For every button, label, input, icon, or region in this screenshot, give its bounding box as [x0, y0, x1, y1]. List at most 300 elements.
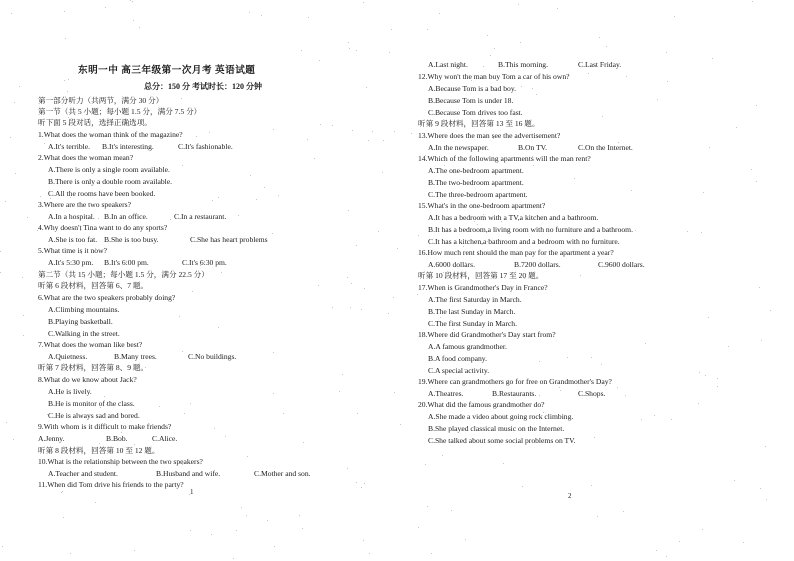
- scan-speck: [543, 412, 544, 413]
- scan-speck: [273, 129, 274, 130]
- scan-speck: [27, 217, 28, 218]
- scan-speck: [453, 329, 454, 330]
- scan-speck: [214, 428, 215, 429]
- scan-speck: [601, 364, 602, 365]
- question-text: 14.Which of the following apartments will the man rent?: [418, 154, 591, 163]
- page-number: 2: [568, 492, 572, 500]
- scan-speck: [98, 218, 99, 219]
- scan-speck: [192, 291, 193, 292]
- scan-speck: [760, 488, 761, 489]
- answer-option: B.A food company.: [428, 354, 487, 363]
- scan-speck: [483, 214, 484, 215]
- answer-option: A.It's 5:30 pm.: [48, 258, 94, 267]
- scan-speck: [765, 446, 766, 447]
- scan-speck: [104, 396, 105, 397]
- scan-speck: [712, 58, 713, 59]
- scan-speck: [439, 13, 440, 14]
- scan-speck: [218, 197, 219, 198]
- scan-speck: [261, 15, 262, 16]
- question-text: 19.Where can grandmothers go for free on Grandmother's Day?: [418, 377, 612, 386]
- answer-option: C.Walking in the street.: [48, 329, 120, 338]
- answer-option: A.The first Saturday in March.: [428, 295, 522, 304]
- scan-speck: [625, 395, 626, 396]
- scan-speck: [250, 175, 251, 176]
- answer-option: B.Playing basketball.: [48, 317, 113, 326]
- answer-option: A.There is only a single room available.: [48, 165, 170, 174]
- scan-speck: [557, 8, 558, 9]
- scan-speck: [218, 327, 219, 328]
- scan-speck: [617, 387, 618, 388]
- answer-option: A.In the newspaper.: [428, 143, 489, 152]
- scan-speck: [702, 529, 703, 530]
- question-text: 6.What are the two speakers probably doing?: [38, 293, 176, 302]
- scan-speck: [591, 357, 592, 358]
- answer-option: A.She made a video about going rock climbing.: [428, 412, 574, 421]
- answer-option: B.Restaurants.: [492, 389, 537, 398]
- scan-speck: [2, 546, 3, 547]
- scan-speck: [493, 138, 494, 139]
- answer-option: A.The one-bedroom apartment.: [428, 166, 524, 175]
- scan-speck: [602, 116, 603, 117]
- answer-option: C.No buildings.: [188, 352, 237, 361]
- scan-speck: [15, 173, 16, 174]
- scan-speck: [522, 486, 523, 487]
- scan-speck: [427, 29, 428, 30]
- scan-speck: [61, 492, 62, 493]
- answer-option: B.In an office.: [104, 212, 148, 221]
- scan-speck: [212, 200, 213, 201]
- scan-speck: [190, 403, 191, 404]
- answer-option: B.The last Sunday in March.: [428, 307, 516, 316]
- scan-speck: [477, 224, 478, 225]
- scan-speck: [631, 190, 632, 191]
- scan-speck: [283, 413, 284, 414]
- scan-speck: [494, 48, 495, 49]
- scan-speck: [594, 437, 595, 438]
- scan-speck: [351, 283, 352, 284]
- scan-speck: [132, 1, 133, 2]
- scan-speck: [559, 387, 560, 388]
- scan-speck: [597, 516, 598, 517]
- scan-speck: [411, 133, 412, 134]
- scan-speck: [679, 541, 680, 542]
- answer-option: B.It has a bedroom,a living room with no furniture and a bathroom.: [428, 225, 633, 234]
- scan-speck: [267, 520, 268, 521]
- scan-speck: [121, 432, 122, 433]
- scan-speck: [645, 343, 646, 344]
- scan-speck: [709, 147, 710, 148]
- page-number: 1: [190, 488, 194, 496]
- scan-speck: [574, 178, 575, 179]
- scan-speck: [761, 340, 762, 341]
- scan-speck: [134, 550, 135, 551]
- scan-speck: [184, 413, 185, 414]
- scan-speck: [318, 285, 319, 286]
- scan-speck: [348, 42, 349, 43]
- scan-speck: [139, 27, 140, 28]
- scan-speck: [417, 294, 418, 295]
- answer-option: B.She is too busy.: [104, 235, 159, 244]
- scan-speck: [246, 515, 247, 516]
- answer-option: B.The two-bedroom apartment.: [428, 178, 524, 187]
- scan-speck: [451, 510, 452, 511]
- answer-option: C.It's 6:30 pm.: [182, 258, 227, 267]
- question-text: 20.What did the famous grandmother do?: [418, 400, 545, 409]
- scan-speck: [72, 250, 73, 251]
- answer-option: A.Last night.: [428, 60, 468, 69]
- scan-speck: [13, 439, 14, 440]
- scan-speck: [134, 444, 135, 445]
- scan-speck: [425, 155, 426, 156]
- scan-speck: [70, 197, 71, 198]
- question-text: 2.What does the woman mean?: [38, 153, 134, 162]
- scan-speck: [349, 48, 350, 49]
- scan-speck: [418, 235, 419, 236]
- scan-speck: [332, 125, 333, 126]
- scan-speck: [567, 357, 568, 358]
- scan-speck: [635, 230, 636, 231]
- scan-speck: [756, 181, 757, 182]
- scan-speck: [418, 527, 419, 528]
- scan-speck: [474, 221, 475, 222]
- scan-speck: [364, 288, 365, 289]
- scan-speck: [158, 294, 159, 295]
- scan-speck: [105, 7, 106, 8]
- answer-option: C.Last Friday.: [578, 60, 622, 69]
- answer-option: A.He is lively.: [48, 387, 92, 396]
- scan-speck: [618, 142, 619, 143]
- scan-speck: [698, 403, 699, 404]
- question-text: 17.When is Grandmother's Day in France?: [418, 283, 548, 292]
- scan-speck: [339, 391, 340, 392]
- scan-speck: [272, 233, 273, 234]
- scan-speck: [364, 483, 365, 484]
- section-instruction: 听第 9 段材料，回答第 13 至 16 题。: [418, 119, 540, 128]
- scan-speck: [182, 464, 183, 465]
- scan-speck: [388, 313, 389, 314]
- scan-speck: [751, 169, 752, 170]
- scan-speck: [303, 442, 304, 443]
- scan-speck: [363, 540, 364, 541]
- scan-speck: [532, 88, 533, 89]
- scan-speck: [319, 60, 320, 61]
- scan-speck: [332, 307, 333, 308]
- scan-speck: [181, 98, 182, 99]
- scan-speck: [466, 229, 467, 230]
- scan-speck: [116, 183, 117, 184]
- scan-speck: [70, 553, 71, 554]
- scan-speck: [179, 316, 180, 317]
- answer-option: C.In a restaurant.: [174, 212, 227, 221]
- scan-speck: [471, 80, 472, 81]
- scan-speck: [314, 158, 315, 159]
- scan-speck: [703, 192, 704, 193]
- scan-speck: [433, 184, 434, 185]
- scan-speck: [532, 156, 533, 157]
- scan-speck: [64, 11, 65, 12]
- scan-speck: [378, 231, 379, 232]
- scan-speck: [641, 419, 642, 420]
- answer-option: B.This morning.: [498, 60, 548, 69]
- scan-speck: [717, 378, 718, 379]
- answer-option: B.Many trees.: [114, 352, 157, 361]
- scan-speck: [347, 277, 348, 278]
- scan-speck: [588, 73, 589, 74]
- answer-option: B.It's 6:00 pm.: [104, 258, 149, 267]
- scan-speck: [95, 248, 96, 249]
- scan-speck: [100, 407, 101, 408]
- scan-speck: [487, 241, 488, 242]
- scan-speck: [69, 170, 70, 171]
- scan-speck: [40, 206, 41, 207]
- scan-speck: [666, 52, 667, 53]
- scan-speck: [533, 165, 534, 166]
- scan-speck: [254, 89, 255, 90]
- scan-speck: [440, 317, 441, 318]
- scan-speck: [65, 38, 66, 39]
- scan-speck: [182, 165, 183, 166]
- scan-speck: [717, 386, 718, 387]
- scan-speck: [238, 215, 239, 216]
- answer-option: B.Bob.: [106, 434, 128, 443]
- scan-speck: [274, 546, 275, 547]
- scan-speck: [273, 352, 274, 353]
- scan-speck: [654, 415, 655, 416]
- scan-speck: [361, 309, 362, 310]
- answer-option: C.The first Sunday in March.: [428, 319, 518, 328]
- scan-speck: [580, 275, 581, 276]
- scan-speck: [708, 317, 709, 318]
- scan-speck: [356, 482, 357, 483]
- scan-speck: [539, 395, 540, 396]
- answer-option: C.Shops.: [578, 389, 606, 398]
- scan-speck: [671, 419, 672, 420]
- scan-speck: [382, 172, 383, 173]
- answer-option: C.Alice.: [152, 434, 178, 443]
- question-text: 4.Why doesn't Tina want to do any sports?: [38, 223, 168, 232]
- scan-speck: [91, 136, 92, 137]
- scan-speck: [5, 201, 6, 202]
- scan-speck: [687, 231, 688, 232]
- scan-speck: [342, 374, 343, 375]
- answer-option: B.Husband and wife.: [156, 469, 221, 478]
- scan-speck: [67, 91, 68, 92]
- scan-speck: [752, 1, 753, 2]
- scan-speck: [393, 297, 394, 298]
- scan-speck: [352, 130, 353, 131]
- scan-speck: [302, 528, 303, 529]
- scan-speck: [599, 37, 600, 38]
- answer-option: C.It has a kitchen,a bathroom and a bedroom with no furniture.: [428, 237, 620, 246]
- answer-option: C.Because Tom drives too fast.: [428, 108, 523, 117]
- answer-option: C.She has heart problems: [190, 235, 268, 244]
- answer-option: A.6000 dollars.: [428, 260, 476, 269]
- scan-speck: [483, 66, 484, 67]
- scan-speck: [14, 102, 15, 103]
- scan-speck: [463, 246, 464, 247]
- answer-option: A.A famous grandmother.: [428, 342, 507, 351]
- scan-speck: [427, 506, 428, 507]
- scan-speck: [80, 230, 81, 231]
- scan-speck: [591, 485, 592, 486]
- scan-speck: [363, 2, 364, 3]
- right-page: [400, 0, 794, 561]
- scan-speck: [11, 13, 12, 14]
- scan-speck: [44, 143, 45, 144]
- scan-speck: [264, 187, 265, 188]
- scan-speck: [350, 307, 351, 308]
- scan-speck: [487, 35, 488, 36]
- answer-option: C.On the Internet.: [578, 143, 633, 152]
- scan-speck: [539, 361, 540, 362]
- answer-option: A.Jenny.: [38, 434, 65, 443]
- scan-speck: [656, 550, 657, 551]
- answer-option: C.All the rooms have been booked.: [48, 189, 156, 198]
- answer-option: A.Climbing mountains.: [48, 305, 120, 314]
- scan-speck: [106, 404, 107, 405]
- answer-option: B.She played classical music on the Internet.: [428, 424, 565, 433]
- scan-speck: [450, 120, 451, 121]
- scan-speck: [0, 251, 1, 252]
- scan-speck: [499, 207, 500, 208]
- scan-speck: [182, 351, 183, 352]
- question-text: 9.With whom is it difficult to make friends?: [38, 422, 172, 431]
- scan-speck: [444, 165, 445, 166]
- question-text: 7.What does the woman like best?: [38, 340, 143, 349]
- scan-speck: [361, 487, 362, 488]
- scan-speck: [464, 369, 465, 370]
- scan-speck: [756, 105, 757, 106]
- answer-option: B.On TV.: [518, 143, 548, 152]
- scan-speck: [699, 372, 700, 373]
- scan-speck: [536, 94, 537, 95]
- scan-speck: [734, 480, 735, 481]
- scan-speck: [391, 29, 392, 30]
- question-text: 16.How much rent should the man pay for the apartment a year?: [418, 248, 614, 257]
- scan-speck: [63, 517, 64, 518]
- scan-speck: [759, 287, 760, 288]
- scan-speck: [524, 278, 525, 279]
- section-instruction: 第一节（共 5 小题；每小题 1.5 分，满分 7.5 分）: [38, 107, 202, 116]
- answer-option: B.He is monitor of the class.: [48, 399, 135, 408]
- answer-option: A.Teacher and student.: [48, 469, 118, 478]
- scan-speck: [503, 463, 504, 464]
- scan-speck: [431, 553, 432, 554]
- scan-speck: [442, 455, 443, 456]
- scan-speck: [356, 245, 357, 246]
- answer-option: B.7200 dollars.: [514, 260, 561, 269]
- scan-speck: [147, 169, 148, 170]
- scan-speck: [89, 183, 90, 184]
- scan-speck: [667, 81, 668, 82]
- scan-speck: [133, 20, 134, 21]
- scan-speck: [348, 210, 349, 211]
- scan-speck: [23, 315, 24, 316]
- scan-speck: [68, 79, 69, 80]
- scan-speck: [209, 132, 210, 133]
- answer-option: C.A special activity.: [428, 366, 490, 375]
- scan-speck: [221, 272, 222, 273]
- scan-speck: [107, 125, 108, 126]
- scan-speck: [68, 117, 69, 118]
- scan-speck: [490, 55, 491, 56]
- scan-speck: [62, 491, 63, 492]
- scan-speck: [560, 390, 561, 391]
- scan-speck: [256, 199, 257, 200]
- scan-speck: [400, 424, 401, 425]
- scan-speck: [626, 76, 627, 77]
- scan-speck: [347, 468, 348, 469]
- scan-speck: [22, 277, 23, 278]
- answer-option: C.He is always sad and bored.: [48, 411, 140, 420]
- section-instruction: 第一部分听力（共两节，满分 30 分）: [38, 96, 164, 105]
- scan-speck: [50, 198, 51, 199]
- answer-option: A.Because Tom is a bad boy.: [428, 84, 517, 93]
- question-text: 5.What time is it now?: [38, 246, 107, 255]
- answer-option: A.Theatres.: [428, 389, 464, 398]
- scan-speck: [606, 46, 607, 47]
- section-instruction: 听第 8 段材料，回答第 10 至 12 题。: [38, 446, 160, 455]
- question-text: 11.When did Tom drive his friends to the party?: [38, 480, 184, 489]
- question-text: 13.Where does the man see the advertisement?: [418, 131, 561, 140]
- scan-speck: [64, 80, 65, 81]
- answer-option: A.In a hospital.: [48, 212, 95, 221]
- answer-option: B.There is only a double room available.: [48, 177, 172, 186]
- scan-speck: [394, 392, 395, 393]
- scan-speck: [674, 16, 675, 17]
- scan-speck: [518, 4, 519, 5]
- scan-speck: [47, 414, 48, 415]
- scan-speck: [383, 140, 384, 141]
- scan-speck: [299, 515, 300, 516]
- scan-speck: [84, 277, 85, 278]
- scan-speck: [736, 127, 737, 128]
- answer-option: C.The three-bedroom apartment.: [428, 190, 528, 199]
- question-text: 15.What's in the one-bedroom apartment?: [418, 201, 546, 210]
- scan-speck: [366, 87, 367, 88]
- scan-speck: [145, 367, 146, 368]
- scan-speck: [102, 181, 103, 182]
- scan-speck: [73, 276, 74, 277]
- scan-speck: [443, 272, 444, 273]
- scan-speck: [10, 137, 11, 138]
- question-text: 12.Why won't the man buy Tom a car of his own?: [418, 72, 570, 81]
- scan-speck: [99, 443, 100, 444]
- scan-speck: [501, 221, 502, 222]
- question-text: 18.Where did Grandmother's Day start from?: [418, 330, 556, 339]
- scan-speck: [81, 253, 82, 254]
- scan-speck: [465, 262, 466, 263]
- scan-speck: [425, 464, 426, 465]
- scan-speck: [520, 42, 521, 43]
- section-instruction: 听第 10 段材料，回答第 17 至 20 题。: [418, 271, 544, 280]
- section-instruction: 听第 7 段材料，回答第 8、9 题。: [38, 363, 149, 372]
- scan-speck: [0, 272, 1, 273]
- scan-speck: [516, 218, 517, 219]
- question-text: 10.What is the relationship between the two speakers?: [38, 457, 203, 466]
- answer-option: C.She talked about some social problems on TV.: [428, 436, 576, 445]
- question-text: 1.What does the woman think of the magazine?: [38, 130, 183, 139]
- scan-speck: [196, 136, 197, 137]
- scan-speck: [320, 124, 321, 125]
- scan-speck: [770, 310, 771, 311]
- scan-speck: [368, 140, 369, 141]
- answer-option: C.Mother and son.: [254, 469, 311, 478]
- scan-speck: [200, 265, 201, 266]
- answer-option: A.Quietness.: [48, 352, 88, 361]
- scan-speck: [40, 196, 41, 197]
- answer-option: B.It's interesting.: [102, 142, 154, 151]
